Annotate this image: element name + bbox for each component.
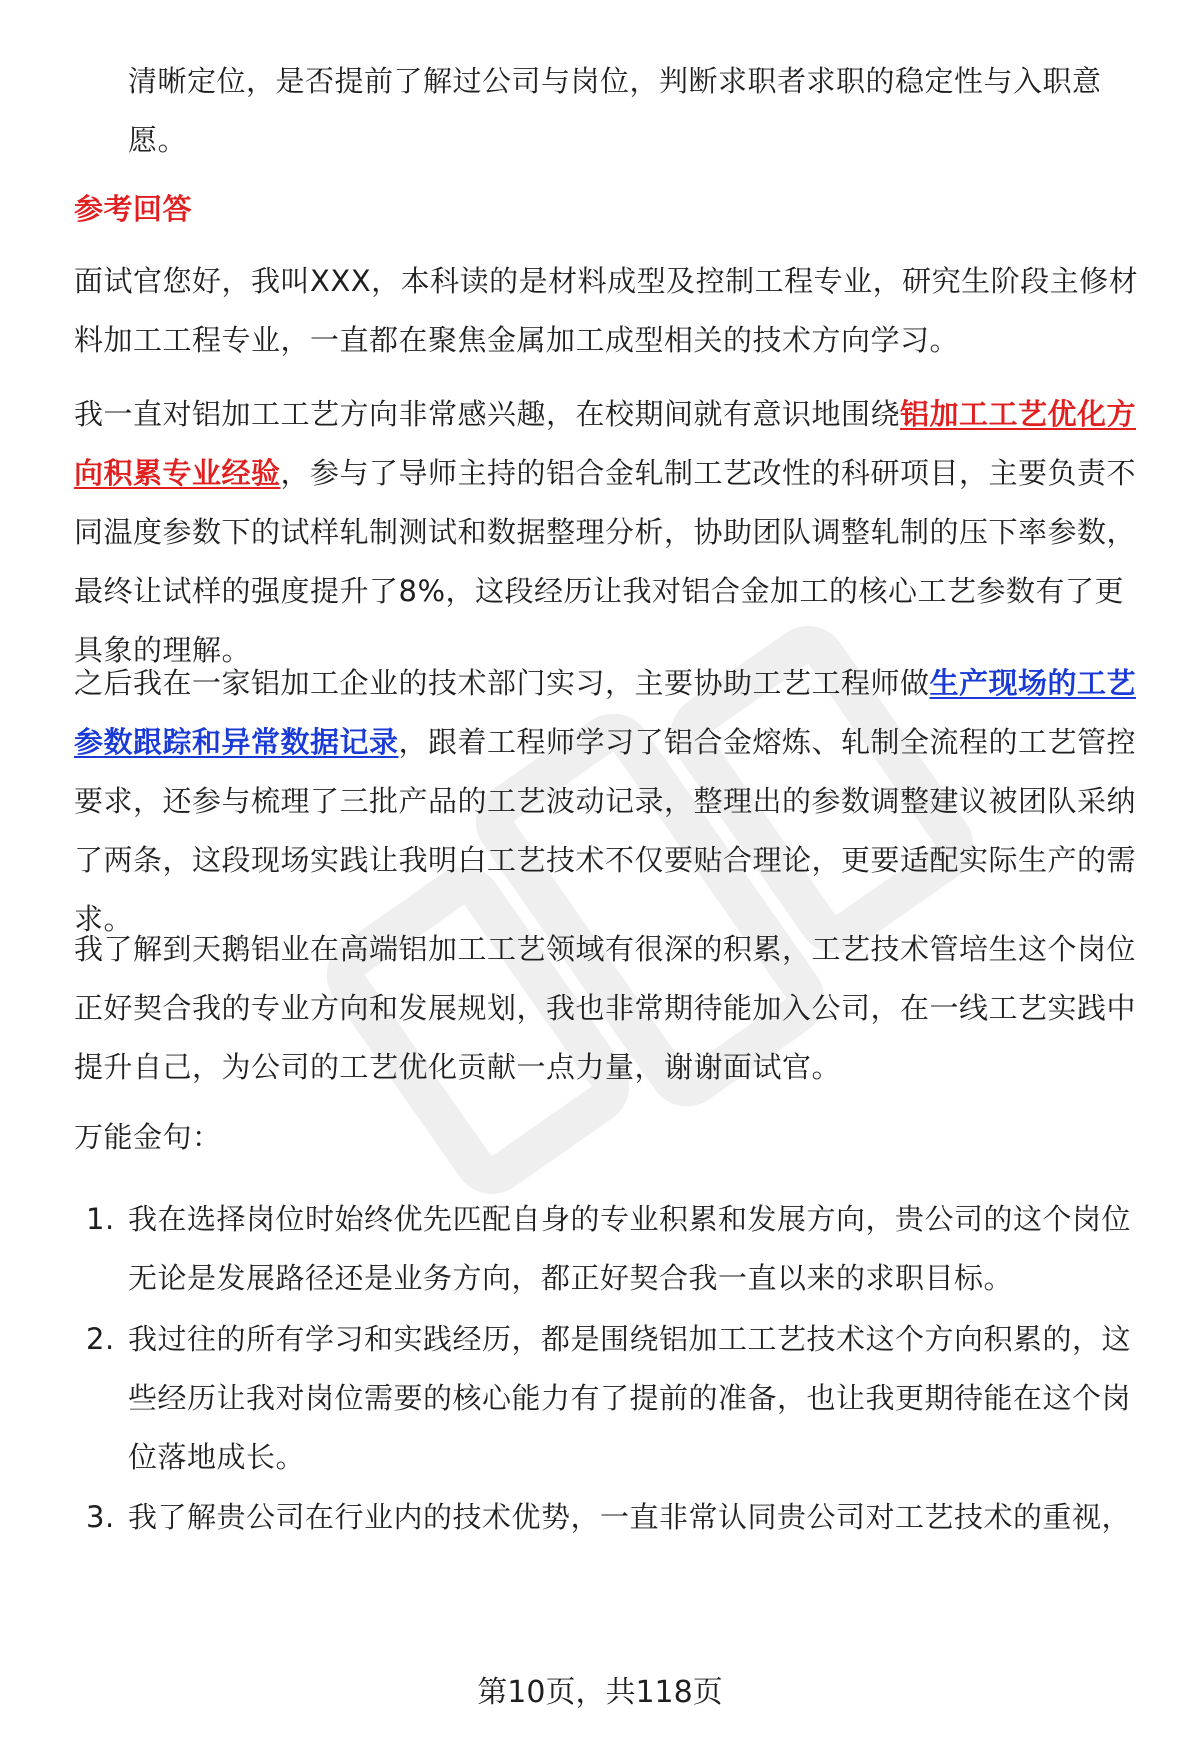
answer-paragraph-1: 面试官您好，我叫XXX，本科读的是材料成型及控制工程专业，研究生阶段主修材料加工工程专业，一直都在聚焦金属加工成型相关的技术方向学习。: [74, 264, 1139, 357]
para3-text-before: 之后我在一家铝加工企业的技术部门实习，主要协助工艺工程师做: [74, 666, 930, 700]
page-footer: 第10页，共118页: [477, 1675, 723, 1710]
list-number: 1.: [86, 1202, 115, 1236]
para2-text-before: 我一直对铝加工工艺方向非常感兴趣，在校期间就有意识地围绕: [74, 397, 901, 431]
answer-paragraph-4: 我了解到天鹅铝业在高端铝加工工艺领域有很深的积累，工艺技术管培生这个岗位正好契合我的专业方向和发展规划，我也非常期待能加入公司，在一线工艺实践中提升自己，为公司的工艺优化贡献一点力量，谢谢面试官。: [74, 932, 1137, 1084]
reference-answer-heading: 参考回答: [74, 192, 193, 226]
list-number: 3.: [86, 1500, 115, 1534]
answer-paragraph-2: [74, 385, 1146, 680]
list-number: 2.: [86, 1322, 115, 1356]
para3-highlight: 生产现场的工艺参数跟踪和异常数据记录: [74, 666, 1137, 759]
intro-continuation: 清晰定位，是否提前了解过公司与岗位，判断求职者求职的稳定性与入职意愿。: [128, 64, 1102, 157]
list-text: 我过往的所有学习和实践经历，都是围绕铝加工工艺技术这个方向积累的，这些经历让我对岗位需要的核心能力有了提前的准备，也让我更期待能在这个岗位落地成长。: [128, 1322, 1132, 1474]
para2-text-after: ，参与了导师主持的铝合金轧制工艺改性的科研项目，主要负责不同温度参数下的试样轧制测试和数据整理分析，协助团队调整轧制的压下率参数，最终让试样的强度提升了8%，这段经历让我对铝合金加工的核心工艺参数有了更具象的理解。: [74, 456, 1137, 667]
answer-paragraph-3: [74, 654, 1146, 949]
golden-sentences-heading: 万能金句：: [74, 1120, 222, 1154]
list-text: 我在选择岗位时始终优先匹配自身的专业积累和发展方向，贵公司的这个岗位无论是发展路径还是业务方向，都正好契合我一直以来的求职目标。: [128, 1202, 1132, 1295]
list-text: 我了解贵公司在行业内的技术优势，一直非常认同贵公司对工艺技术的重视，: [128, 1500, 1132, 1534]
para2-highlight: 铝加工工艺优化方向积累专业经验: [74, 397, 1137, 490]
para3-text-after: ，跟着工程师学习了铝合金熔炼、轧制全流程的工艺管控要求，还参与梳理了三批产品的工艺波动记录，整理出的参数调整建议被团队采纳了两条，这段现场实践让我明白工艺技术不仅要贴合理论，更要适配实际生产的需求。: [74, 725, 1137, 936]
